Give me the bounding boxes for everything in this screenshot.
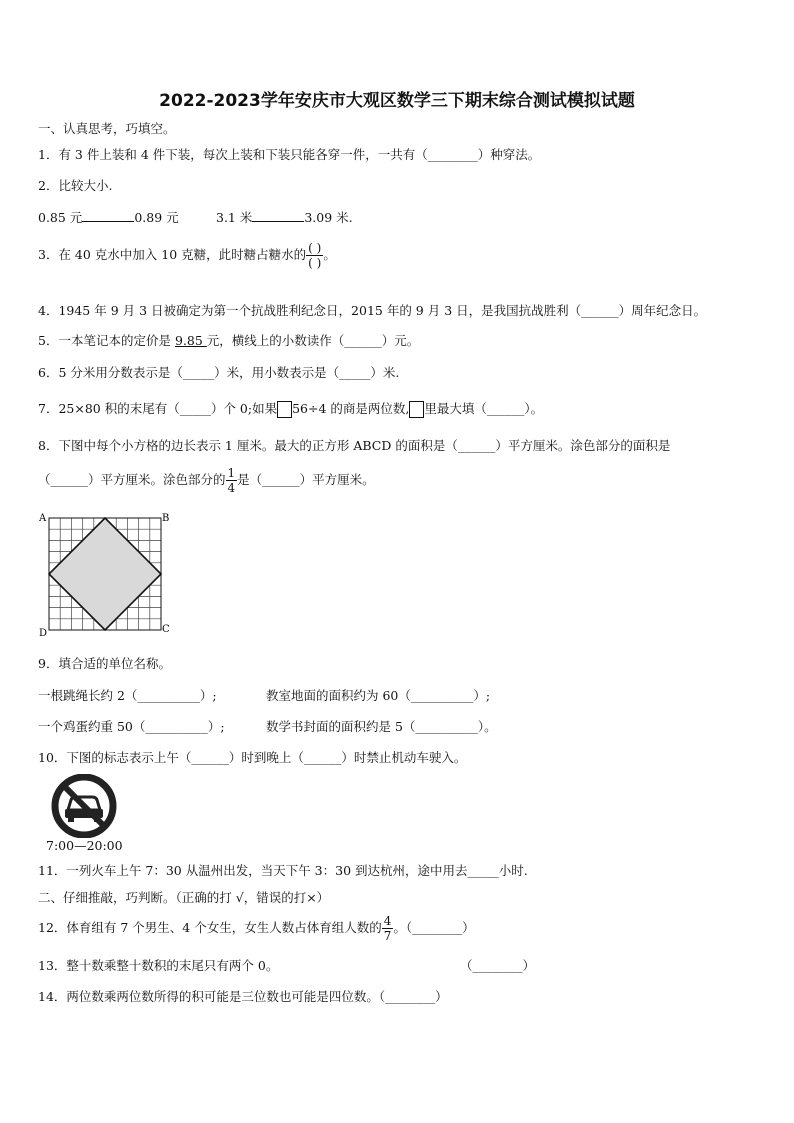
question-8-fraction: [226, 466, 238, 495]
compare-a-blank[interactable]: [82, 209, 134, 222]
question-9-row2-b: 数学书封面的面积约是 5（__________）。: [266, 719, 497, 734]
fraction-denominator: ( ): [308, 256, 322, 270]
question-7-pre: 7．25×80 积的末尾有（_____）个 0;如果: [38, 401, 278, 416]
sign-time-range: 7:00—20:00: [46, 838, 123, 853]
question-7: [38, 401, 543, 418]
question-11: 11．一列火车上午 7：30 从温州出发，当天下午 3：30 到达杭州，途中用去_____小时.: [38, 863, 528, 878]
shaded-square: [49, 518, 161, 630]
question-7-box[interactable]: [277, 401, 292, 418]
question-8-line-2-post: 是（______）平方厘米。: [237, 472, 375, 487]
fraction-numerator: ( ): [308, 241, 322, 255]
question-13-answer[interactable]: （________）: [460, 958, 536, 973]
question-14: 14．两位数乘两位数所得的积可能是三位数也可能是四位数。（________）: [38, 989, 448, 1004]
page-title: 2022-2023学年安庆市大观区数学三下期末综合测试模拟试题: [159, 91, 635, 111]
question-2-compare-b: [216, 209, 353, 226]
section-2-heading: 二、仔细推敲，巧判断。（正确的打 √，错误的打×）: [38, 890, 330, 905]
compare-b-left: 3.1 米: [216, 210, 253, 225]
question-3-fraction[interactable]: [306, 241, 323, 270]
question-5-price: 9.85: [174, 333, 207, 348]
compare-a-left: 0.85 元: [38, 210, 83, 225]
question-5-pre: 5．一本笔记本的定价是: [38, 333, 175, 348]
fraction-numerator: 4: [383, 914, 392, 928]
question-9-row2-a: 一个鸡蛋约重 50（__________）;: [38, 719, 225, 734]
question-8-line-1: 8．下图中每个小方格的边长表示 1 厘米。最大的正方形 ABCD 的面积是（______）平方厘米。涂色部分的面积是: [38, 438, 671, 453]
question-7-box-2[interactable]: [409, 401, 424, 418]
question-13: 13．整十数乘整十数积的末尾只有两个 0。: [38, 958, 279, 973]
label-d: D: [39, 628, 48, 639]
square-grid-figure: [38, 510, 178, 640]
fraction-numerator: 1: [227, 466, 236, 480]
label-b: B: [162, 513, 170, 524]
compare-b-right: 3.09 米.: [304, 210, 353, 225]
question-12: [38, 914, 475, 943]
question-12-post: 。（________）: [393, 920, 475, 935]
question-10: 10．下图的标志表示上午（______）时到晚上（______）时禁止机动车驶入。: [38, 750, 467, 765]
question-3-text: 3．在 40 克水中加入 10 克糖，此时糖占糖水的: [38, 247, 307, 262]
question-2-compare-a: [38, 209, 179, 226]
question-9: 9．填合适的单位名称。: [38, 656, 171, 671]
question-6: 6．5 分米用分数表示是（_____）米，用小数表示是（_____）米.: [38, 365, 400, 380]
compare-a-right: 0.89 元: [134, 210, 179, 225]
question-9-row1-a: 一根跳绳长约 2（__________）;: [38, 688, 217, 703]
no-motor-vehicle-sign-icon: [50, 774, 118, 838]
fraction-denominator: 4: [227, 481, 236, 495]
question-3: [38, 241, 336, 270]
question-3-end: 。: [323, 247, 336, 262]
label-c: C: [162, 624, 170, 635]
question-12-pre: 12．体育组有 7 个男生、4 个女生，女生人数占体育组人数的: [38, 920, 382, 935]
question-5-post: 元，横线上的小数读作（______）元。: [206, 333, 420, 348]
fraction-denominator: 7: [383, 929, 392, 943]
question-4: 4．1945 年 9 月 3 日被确定为第一个抗战胜利纪念日，2015 年的 9 月 3 日，是我国抗战胜利（______）周年纪念日。: [38, 303, 707, 318]
question-12-fraction: [382, 914, 394, 943]
question-8-line-2: [38, 466, 375, 495]
compare-b-blank[interactable]: [252, 209, 304, 222]
question-2: 2．比较大小.: [38, 178, 113, 193]
label-a: A: [39, 513, 47, 524]
question-7-post: 里最大填（______）。: [424, 401, 544, 416]
question-9-row1-b: 教室地面的面积约为 60（__________）;: [266, 688, 491, 703]
question-5: [38, 333, 419, 349]
question-1: 1．有 3 件上装和 4 件下装，每次上装和下装只能各穿一件，一共有（________）种穿法。: [38, 147, 541, 162]
section-1-heading: 一、认真思考，巧填空。: [38, 121, 176, 136]
question-8-line-2-pre: （______）平方厘米。涂色部分的: [38, 472, 226, 487]
question-7-mid: 56÷4 的商是两位数,: [292, 401, 410, 416]
